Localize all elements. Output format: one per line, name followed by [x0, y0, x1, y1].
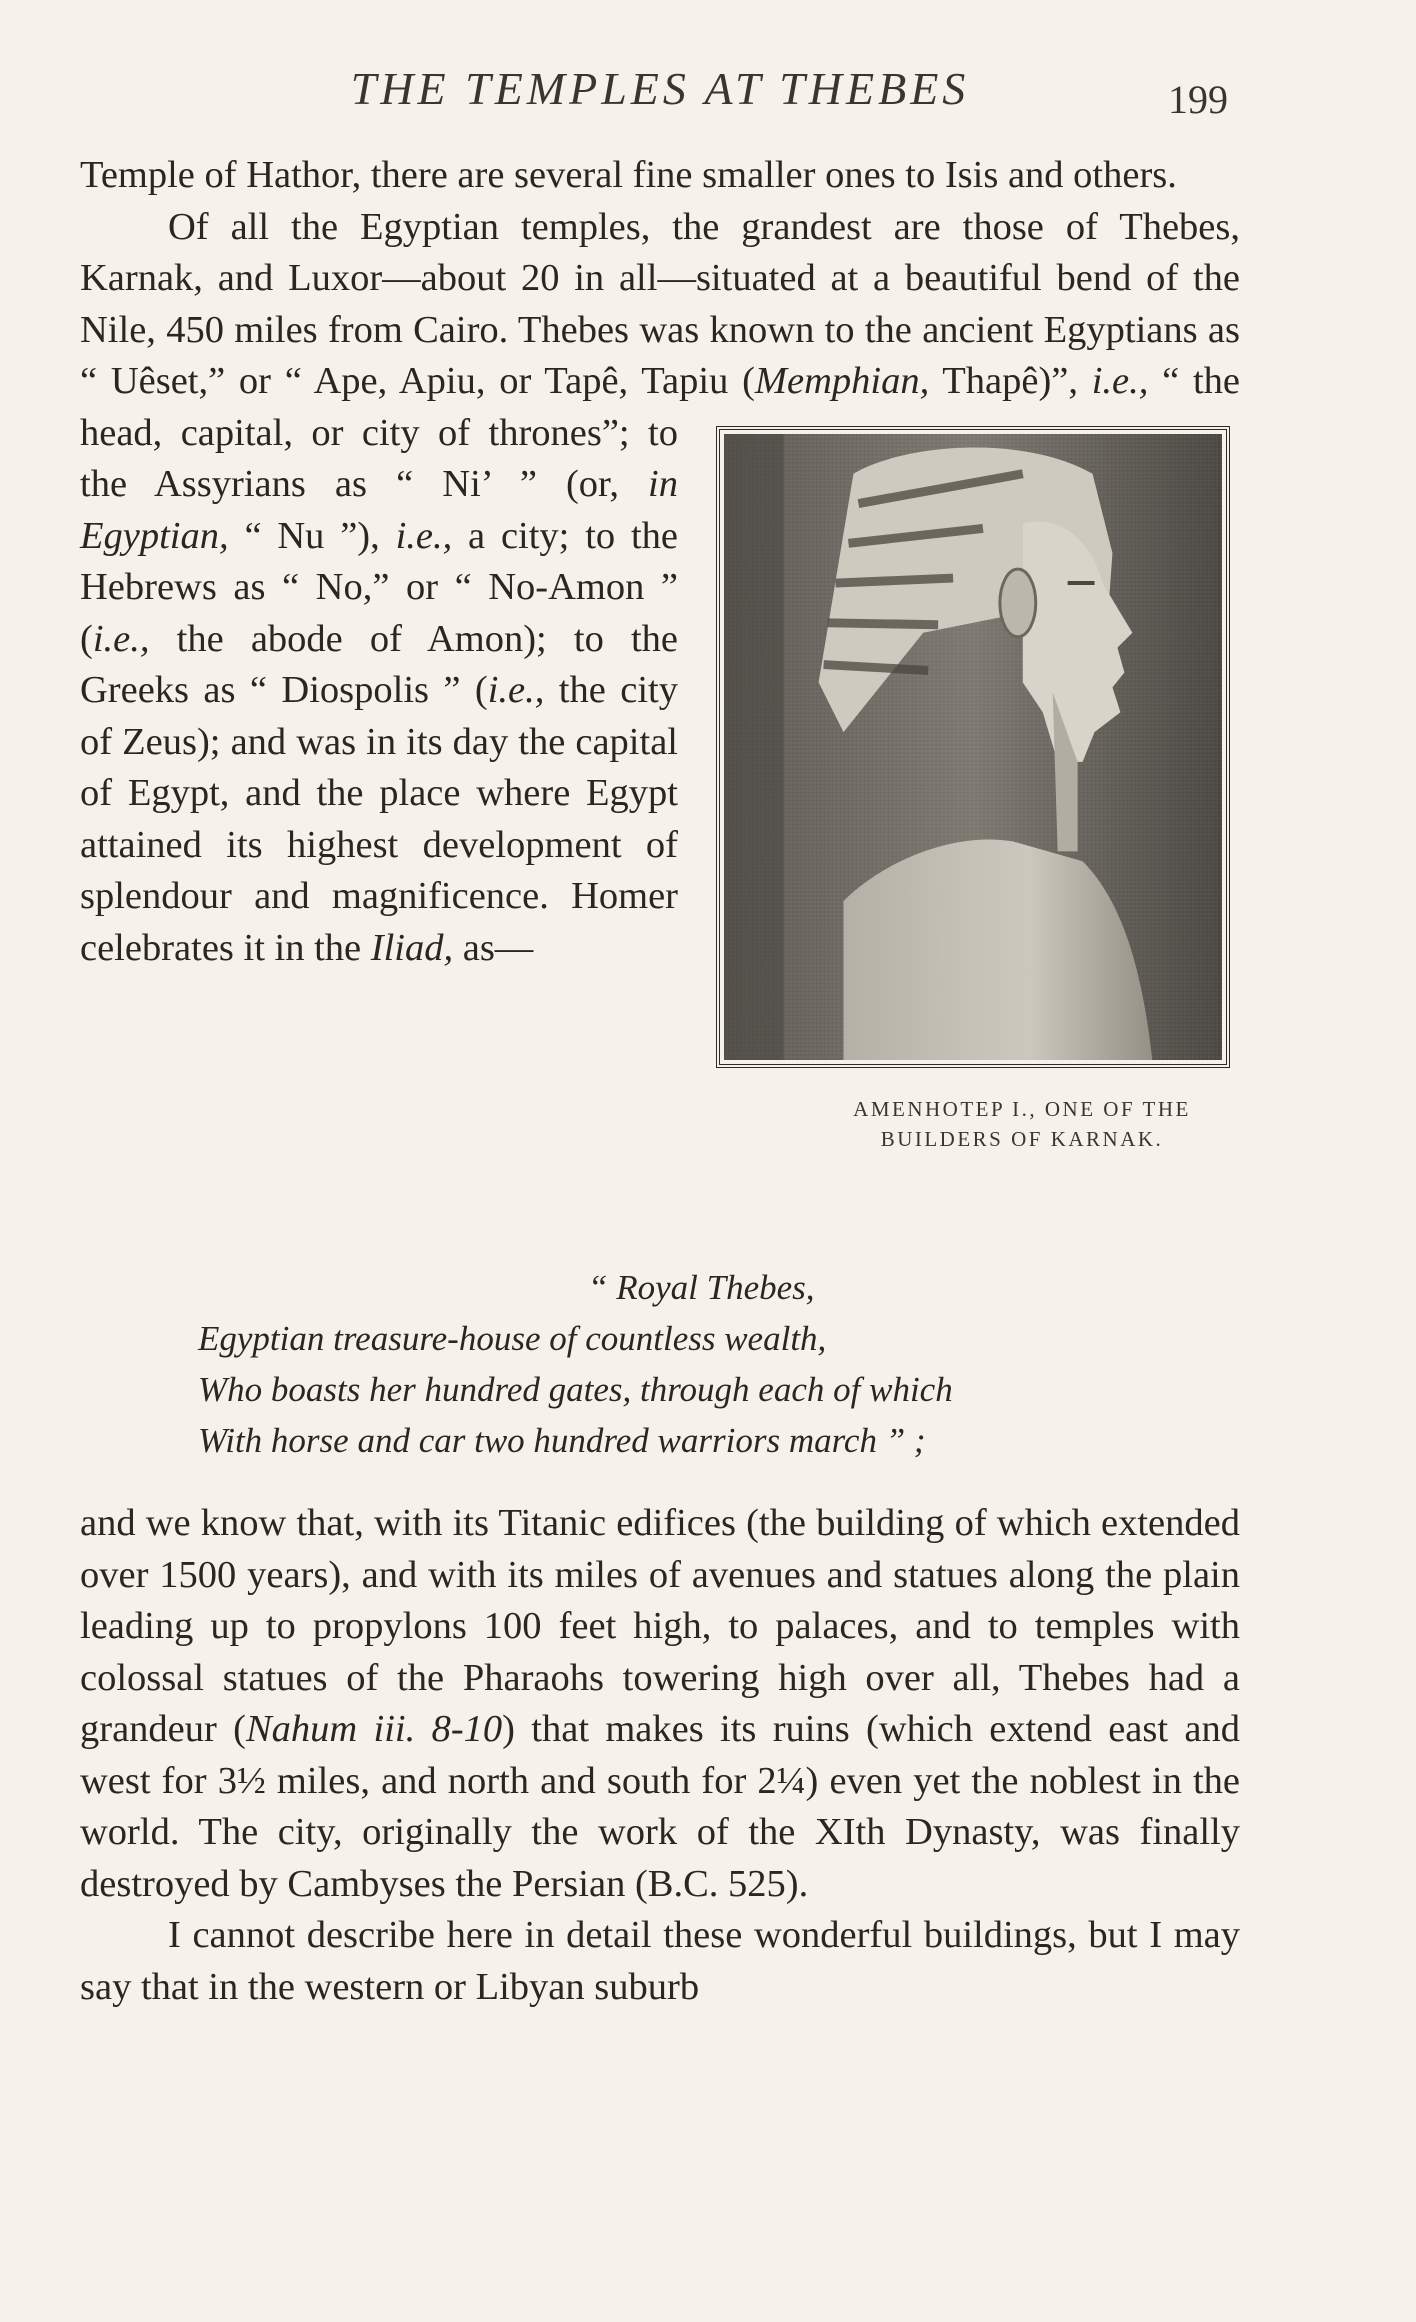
paragraph-3 — [80, 1498, 1240, 1910]
p2-text-4: “ Nu ”), — [228, 514, 396, 557]
p3-text-1: and we know that, with its Titanic edifices (the building of which extended over 1500 years), and with its miles of avenues and statues along the plain leading up to propylons 100 feet high, to palaces, and to temples with colossal statues of the Pharaohs towering high over all, Thebes had a grandeur ( — [80, 1502, 1240, 1750]
p2-italic-memphian: Memphian, — [754, 360, 930, 402]
verse-line-2: Egyptian treasure-house of countless wealth, — [198, 1319, 827, 1358]
paragraph-1: Temple of Hathor, there are several fine smaller ones to Isis and others. — [80, 154, 1177, 196]
p2-italic-in-egyptian: in Egyptian, — [80, 463, 678, 557]
p2-italic-ie-3: i.e., — [92, 617, 150, 660]
verse-quote — [80, 1262, 1240, 1466]
figure — [716, 416, 1240, 1288]
p3-italic-nahum: Nahum iii. 8-10 — [245, 1708, 503, 1750]
verse-line-4: With horse and car two hundred warriors march ” ; — [198, 1421, 926, 1460]
p2-italic-ie-2: i.e., — [395, 514, 453, 557]
p3-text-2: ) that makes its ruins (which extend east and west for 3½ miles, and north and south for 2¼) even yet the noblest in the world. The city, originally the work of the XIth Dynasty, was finally destroyed by Cambyses the Persian ( — [80, 1708, 1240, 1905]
p2-italic-ie-4: i.e., — [487, 669, 545, 711]
caption-line-1: AMENHOTEP I., ONE OF THE — [853, 1096, 1191, 1121]
verse-line-3: Who boasts her hundred gates, through each of which — [198, 1370, 953, 1409]
amenhotep-relief-image — [724, 434, 1222, 1060]
p2-text-7: the city of Zeus); and was in its day the capital of Egypt, and the place where Egypt attained its highest development of splendour and magnificence. Homer celebrates it in the — [80, 669, 678, 969]
figure-plate — [716, 426, 1230, 1068]
p2-text-3: “ the head, capital, or city of thrones”; to the Assyrians as “ Ni’ ” (or, — [80, 360, 1240, 505]
p2-text-6: the abode of Amon); to the Greeks as “ Diospolis ” ( — [80, 617, 678, 711]
figure-caption — [716, 1094, 1240, 1154]
p2-text-5: a city; to the Hebrews as “ No,” or “ No-Amon ” ( — [80, 514, 678, 660]
text-block-lower — [80, 1498, 1240, 2013]
p2-italic-ie-1: i.e., — [1091, 360, 1149, 402]
verse-line-1: “ Royal Thebes, — [588, 1268, 815, 1307]
paragraph-4: I cannot describe here in detail these wonderful buildings, but I may say that in the western or Libyan suburb — [80, 1914, 1240, 2008]
p3-bc: B.C. — [647, 1862, 719, 1905]
p2-italic-iliad: Iliad, — [370, 926, 454, 969]
text-block-upper — [80, 150, 1240, 1294]
page-number: 199 — [1168, 77, 1228, 122]
p3-text-3: 525). — [718, 1862, 809, 1905]
p2-text-8: as— — [453, 926, 534, 969]
running-title: THE TEMPLES AT THEBES — [350, 63, 970, 114]
caption-line-2: BUILDERS OF KARNAK. — [880, 1126, 1164, 1151]
paragraph-2 — [80, 202, 1240, 1151]
p2-text-1: Of all the Egyptian temples, the grandest are those of Thebes, Karnak, and Luxor—about 20 in all—situated at a beautiful bend of the Nile, 450 miles from Cairo. Thebes was known to the ancient Egyptians as “ Uêset,” or “ Ape, Apiu, or Tapê, Tapiu ( — [80, 205, 1240, 402]
p2-text-2: Thapê)”, — [929, 360, 1092, 402]
page-header — [0, 62, 1416, 132]
